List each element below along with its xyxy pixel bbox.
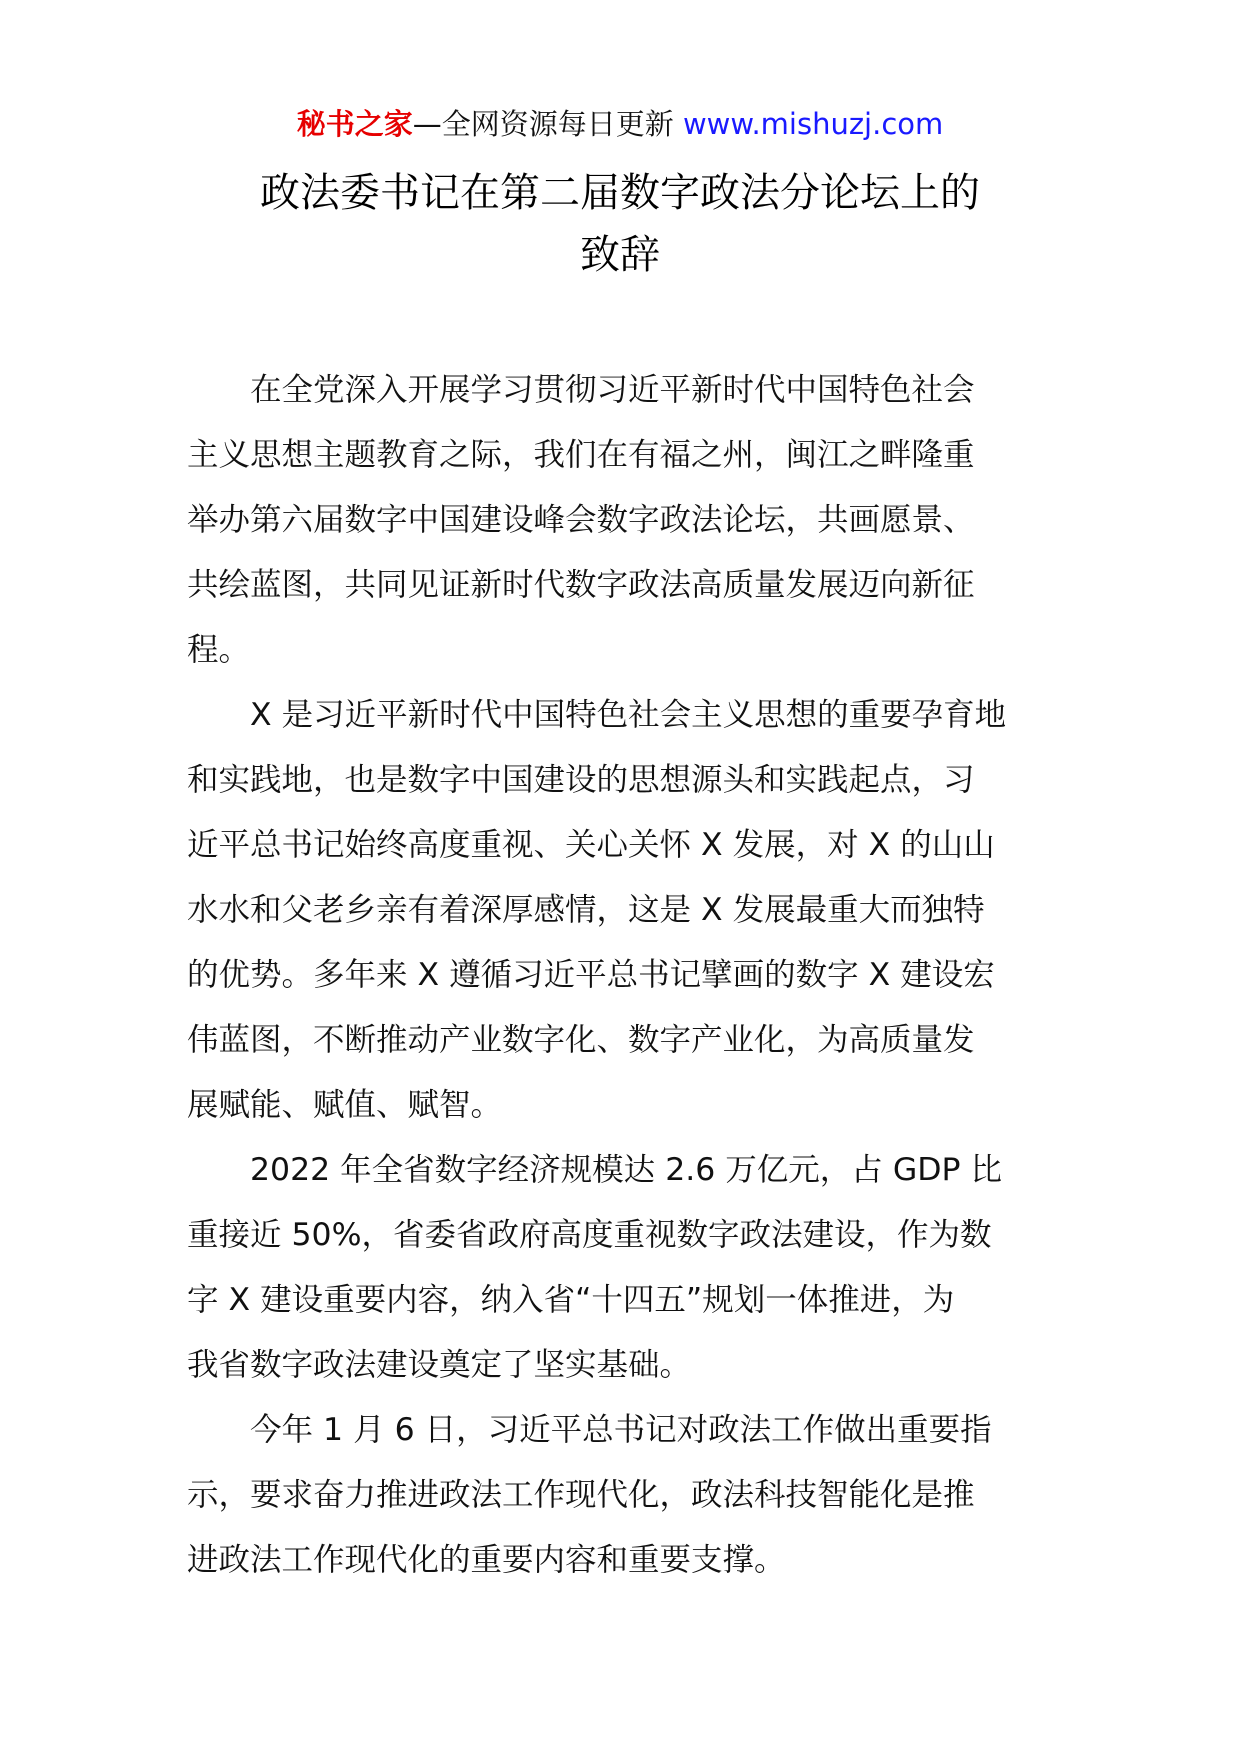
- header-tagline: —全网资源每日更新: [412, 107, 674, 141]
- paragraph-line: 和实践地，也是数字中国建设的思想源头和实践起点，习: [187, 762, 975, 798]
- paragraph-line: 水水和父老乡亲有着深厚感情，这是 X 发展最重大而独特: [187, 892, 985, 928]
- paragraph-line: 重接近 50%，省委省政府高度重视数字政法建设，作为数: [187, 1217, 992, 1253]
- paragraph-line: 我省数字政法建设奠定了坚实基础。: [187, 1347, 692, 1383]
- document-title: [150, 162, 1090, 286]
- paragraph: [187, 683, 1053, 1138]
- paragraph-line: 展赋能、赋值、赋智。: [187, 1087, 503, 1123]
- site-header: [0, 104, 1240, 144]
- paragraph-line: 示，要求奋力推进政法工作现代化，政法科技智能化是推: [187, 1477, 975, 1513]
- paragraph-line: 今年 1 月 6 日，习近平总书记对政法工作做出重要指: [187, 1412, 992, 1448]
- title-line: 政法委书记在第二届数字政法分论坛上的: [260, 170, 980, 216]
- paragraph-line: 主义思想主题教育之际，我们在有福之州，闽江之畔隆重: [187, 437, 975, 473]
- paragraph: [187, 358, 1053, 683]
- paragraph-line: 2022 年全省数字经济规模达 2.6 万亿元，占 GDP 比: [187, 1152, 1002, 1188]
- paragraph-line: 近平总书记始终高度重视、关心关怀 X 发展，对 X 的山山: [187, 827, 995, 863]
- paragraph: [187, 1398, 1053, 1593]
- paragraph-line: 字 X 建设重要内容，纳入省“十四五”规划一体推进，为: [187, 1282, 955, 1318]
- brand-name: 秘书之家: [296, 107, 413, 141]
- paragraph-line: 的优势。多年来 X 遵循习近平总书记擘画的数字 X 建设宏: [187, 957, 995, 993]
- title-line: 致辞: [580, 232, 660, 278]
- site-url-link[interactable]: www.mishuzj.com: [682, 107, 944, 141]
- paragraph-line: 程。: [187, 632, 251, 668]
- paragraph-line: X 是习近平新时代中国特色社会主义思想的重要孕育地: [187, 697, 1007, 733]
- document-body: [187, 358, 1053, 1593]
- paragraph-line: 共绘蓝图，共同见证新时代数字政法高质量发展迈向新征: [187, 567, 975, 603]
- paragraph-line: 举办第六届数字中国建设峰会数字政法论坛，共画愿景、: [187, 502, 975, 538]
- paragraph: [187, 1138, 1053, 1398]
- paragraph-line: 在全党深入开展学习贯彻习近平新时代中国特色社会: [187, 372, 975, 408]
- paragraph-line: 伟蓝图，不断推动产业数字化、数字产业化，为高质量发: [187, 1022, 975, 1058]
- paragraph-line: 进政法工作现代化的重要内容和重要支撑。: [187, 1542, 786, 1578]
